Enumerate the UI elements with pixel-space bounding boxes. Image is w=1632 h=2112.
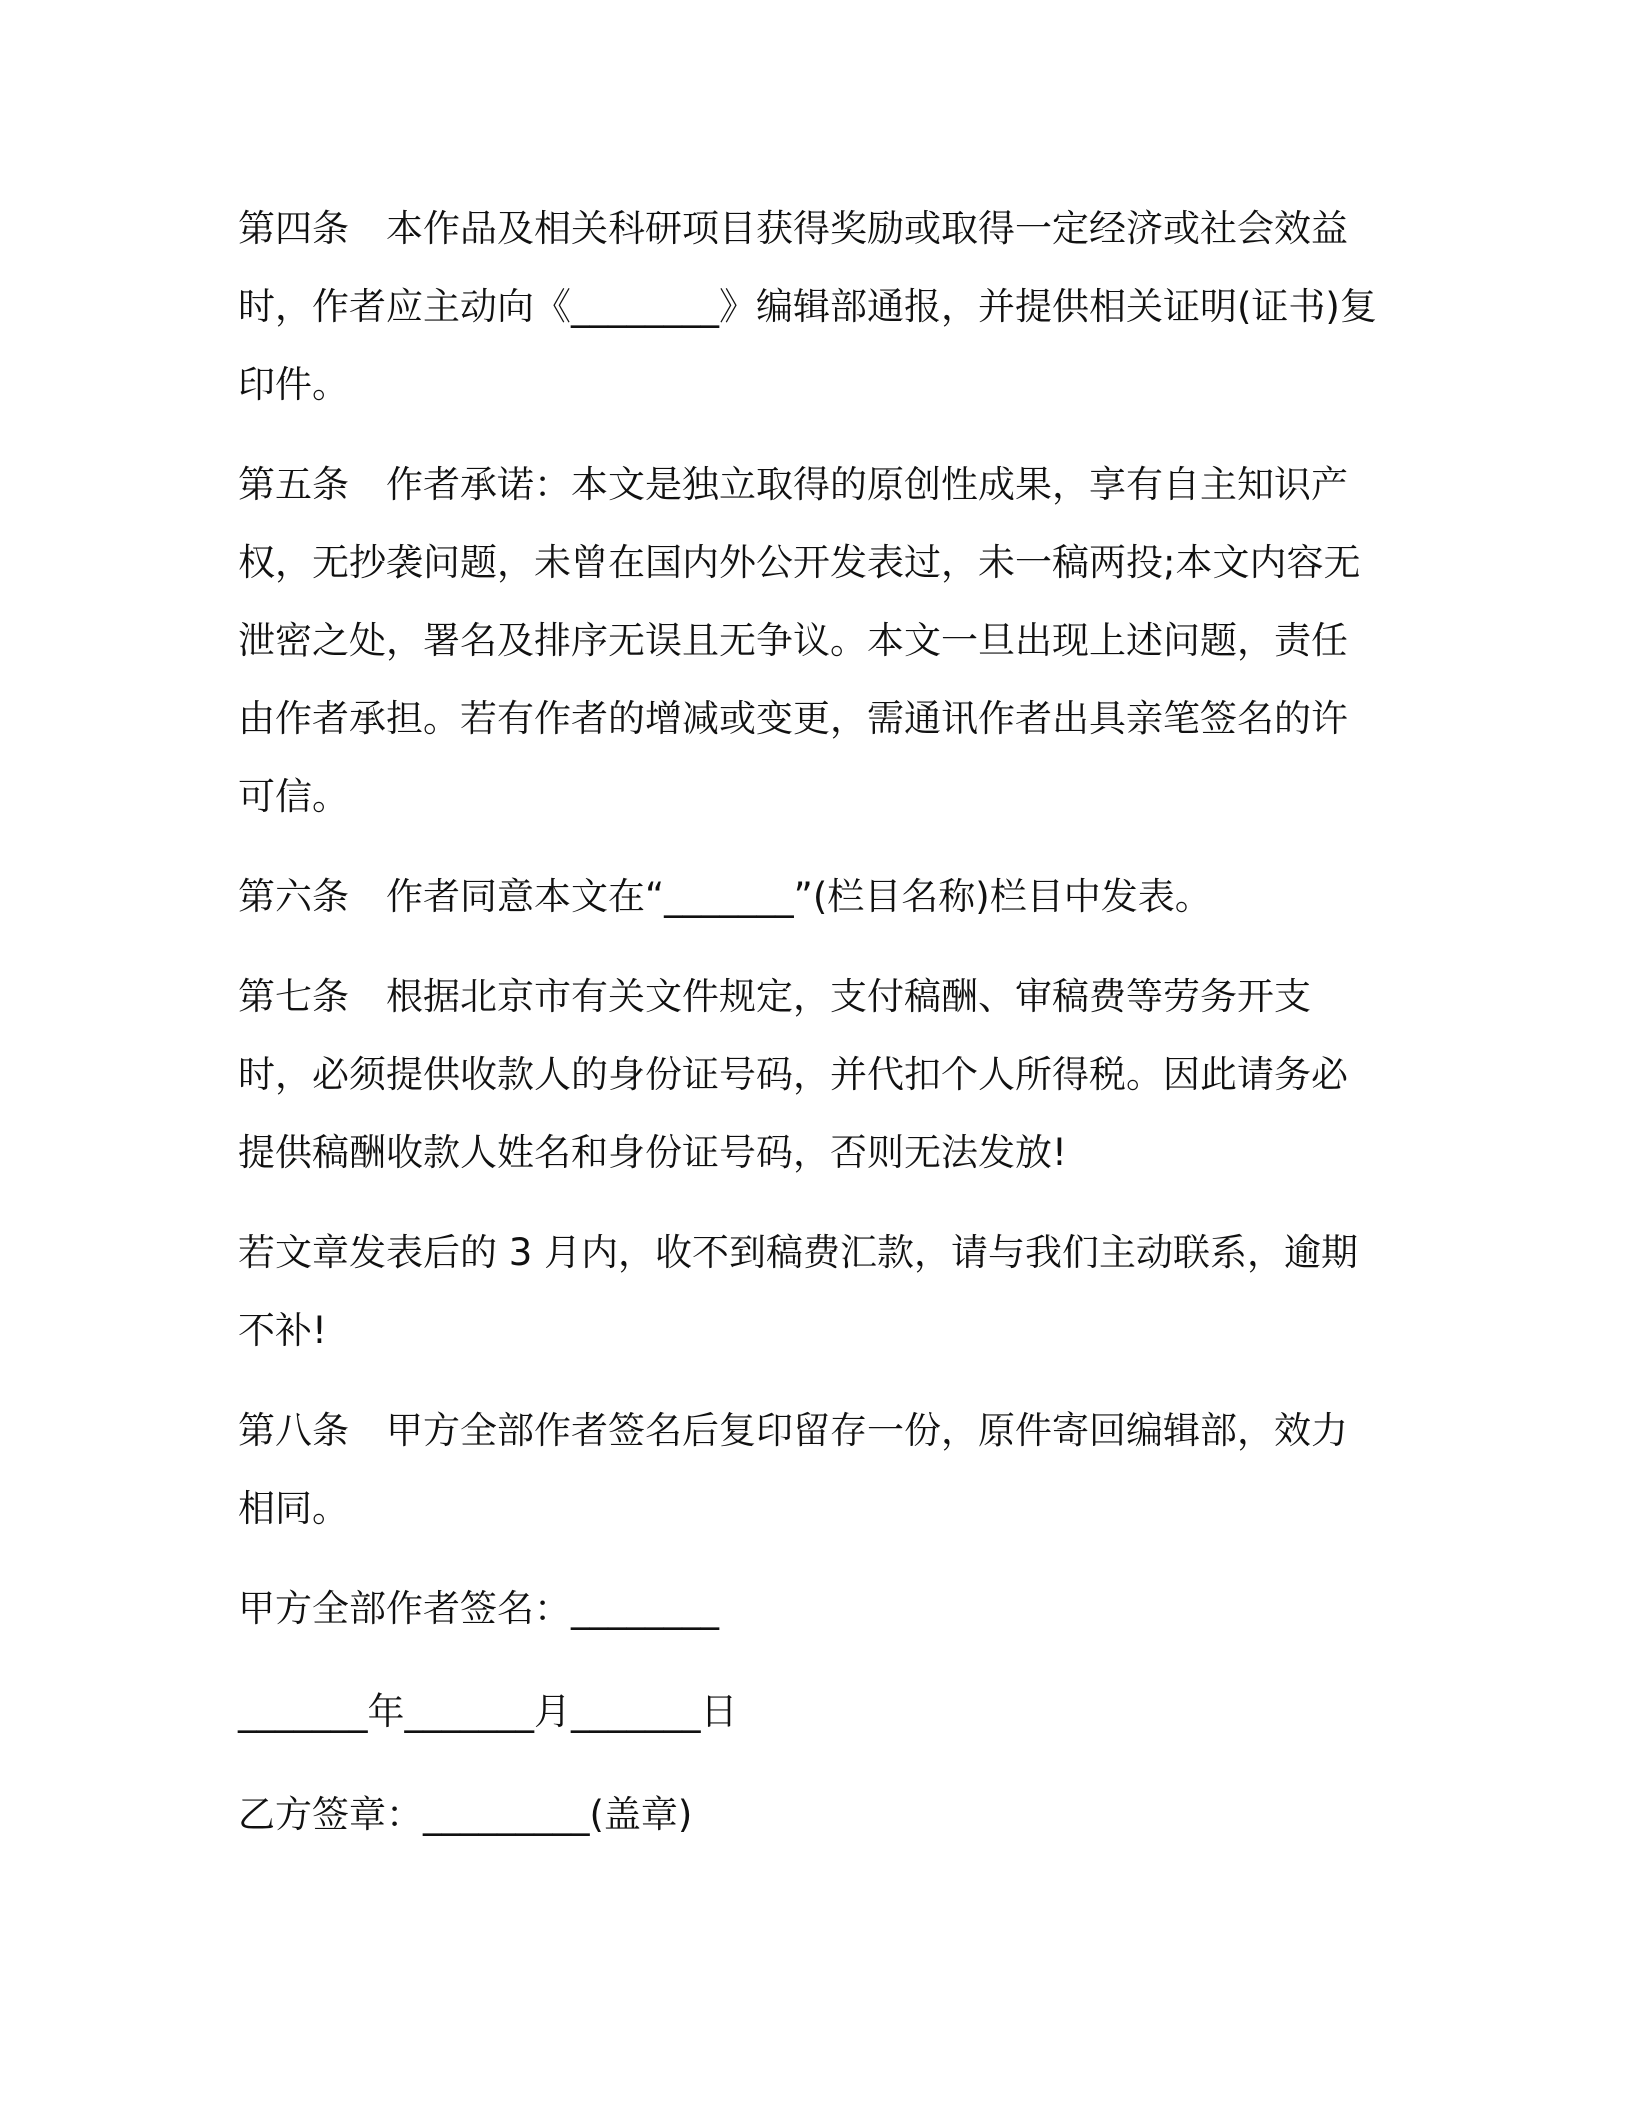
article-5-paragraph: 第五条 作者承诺：本文是独立取得的原创性成果，享有自主知识产权，无抄袭问题，未曾在国内外公开发表过，未一稿两投;本文内容无泄密之处，署名及排序无误且无争议。本文一旦出现上述问题，责任由作者承担。若有作者的增减或变更，需通讯作者出具亲笔签名的许可信。 [238, 463, 1361, 818]
signature-date-line: _______年_______月_______日 [238, 1690, 738, 1733]
article-4-paragraph: 第四条 本作品及相关科研项目获得奖励或取得一定经济或社会效益时，作者应主动向《________》编辑部通报，并提供相关证明(证书)复印件。 [238, 207, 1377, 406]
party-b-seal-line: 乙方签章：_________(盖章) [238, 1793, 693, 1836]
document-page [238, 190, 1378, 1879]
article-6-paragraph: 第六条 作者同意本文在“_______”(栏目名称)栏目中发表。 [238, 875, 1212, 918]
remittance-note-paragraph: 若文章发表后的 3 月内，收不到稿费汇款，请与我们主动联系，逾期不补! [238, 1231, 1359, 1352]
party-a-signature-line: 甲方全部作者签名：________ [238, 1587, 719, 1630]
article-8-paragraph: 第八条 甲方全部作者签名后复印留存一份，原件寄回编辑部，效力相同。 [238, 1409, 1348, 1530]
article-7-paragraph: 第七条 根据北京市有关文件规定，支付稿酬、审稿费等劳务开支时，必须提供收款人的身份证号码，并代扣个人所得税。因此请务必提供稿酬收款人姓名和身份证号码，否则无法发放! [238, 975, 1348, 1174]
